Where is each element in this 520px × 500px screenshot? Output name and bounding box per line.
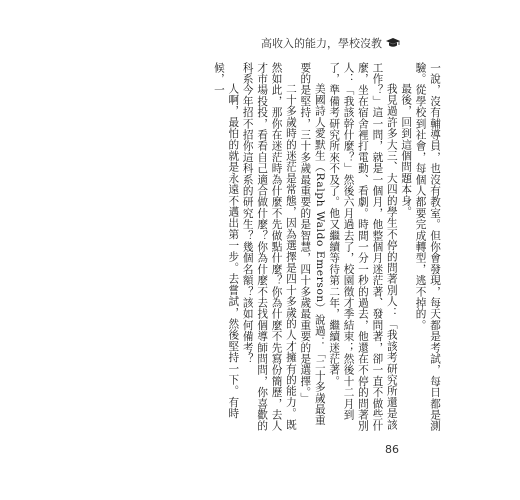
paragraph: 二十多歲時的迷茫是常態，因為選擇是四十多歲的人才擁有的能力。既然如此，那你在迷茫時為什麼不先做點什麼？你為什麼不先寫份簡歷，去人才市場投投，看看自己適合做什麼？你為什麼不去找個導師問問，你喜歡的科系今年招不招你這科系的研究生？幾個名額？該如何備考？ [241,62,297,432]
paragraph-continuation: 一說，沒有輔導員，也沒有教室。但你會發現，每天都是考試，每日都是測驗。從學校到社會，每個人都要完成轉型，逃不掉的。 [414,62,441,432]
quote-paragraph: 美國詩人愛默生（Ralph Waldo Emerson）說過：「二十多歲最重要的是堅持，三十多歲最重要的是智慧，四十多歲最重要的是選擇。」 [299,62,326,427]
paragraph: 最後，回到這個問題本身。 [400,83,413,218]
running-header [261,35,400,51]
graduation-cap-icon [386,38,400,48]
body-text [67,62,442,437]
paragraph: 人啊，最怕的就是永遠不邁出第一步。去嘗試，然後堅持一下。有時候，一 [212,62,240,420]
paragraph: 我見過許多大三、大四的學生不停的問著別人：「我該考研究所還是該工作？」這一問，就是一個月，他整個月迷茫著、發問著，卻一直不做些什麼，坐在宿舍裡打電動、看劇。時間一分一秒的過去，他還在不停的問著別人：「我該幹什麼？」然後六月過去了，校園徵才季結束；然後十二月到了，準備考研究所來不及了。他又繼續等待第二年，繼續迷茫著。 [328,62,398,432]
header-title: 高收入的能力，學校沒教 [261,37,382,50]
page-number: 86 [385,443,399,456]
